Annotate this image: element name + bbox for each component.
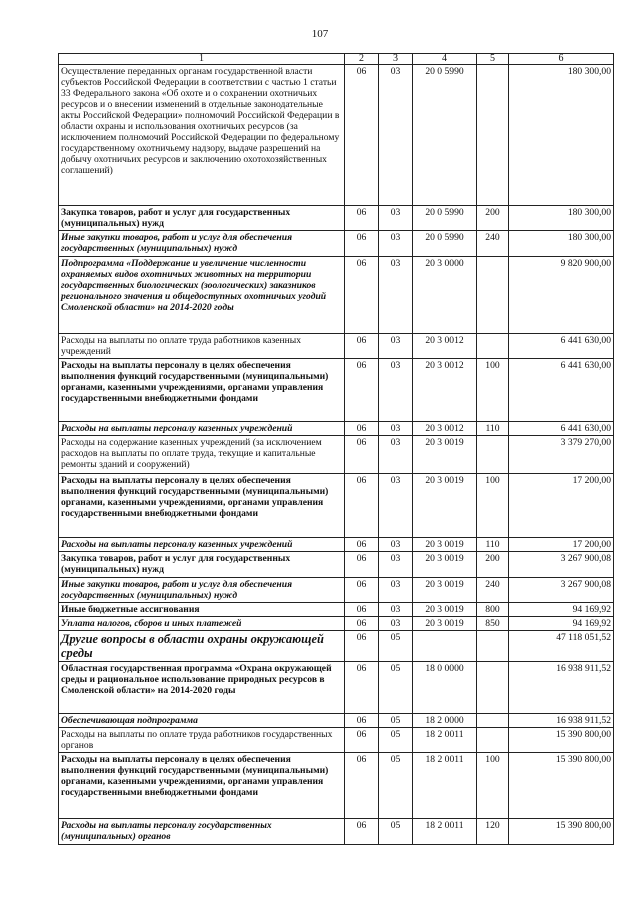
row-section-code: 06 <box>345 753 379 819</box>
row-name: Расходы на выплаты персоналу государственных (муниципальных) органов <box>59 819 345 845</box>
table-row <box>59 753 614 819</box>
row-amount: 180 300,00 <box>509 206 614 231</box>
row-subsection-code: 03 <box>379 578 413 603</box>
row-name: Расходы на выплаты персоналу казенных учреждений <box>59 538 345 552</box>
row-amount: 6 441 630,00 <box>509 422 614 436</box>
row-expense-type <box>477 334 509 359</box>
row-amount: 3 379 270,00 <box>509 436 614 474</box>
row-section-code: 06 <box>345 359 379 422</box>
row-amount: 16 938 911,52 <box>509 662 614 714</box>
row-target-article: 20 3 0019 <box>413 552 477 578</box>
row-amount: 180 300,00 <box>509 65 614 206</box>
row-subsection-code: 03 <box>379 538 413 552</box>
row-amount: 3 267 900,08 <box>509 578 614 603</box>
row-name: Расходы на выплаты персоналу казенных учреждений <box>59 422 345 436</box>
row-amount: 15 390 800,00 <box>509 819 614 845</box>
row-name: Закупка товаров, работ и услуг для государственных (муниципальных) нужд <box>59 206 345 231</box>
row-name: Иные бюджетные ассигнования <box>59 603 345 617</box>
row-expense-type: 120 <box>477 819 509 845</box>
table-row <box>59 819 614 845</box>
row-amount: 6 441 630,00 <box>509 359 614 422</box>
row-expense-type: 100 <box>477 474 509 538</box>
table-row <box>59 714 614 728</box>
row-subsection-code: 03 <box>379 617 413 631</box>
row-subsection-code: 03 <box>379 257 413 334</box>
row-target-article: 20 3 0012 <box>413 334 477 359</box>
row-section-code: 06 <box>345 422 379 436</box>
row-subsection-code: 05 <box>379 753 413 819</box>
row-amount: 17 200,00 <box>509 538 614 552</box>
row-name: Расходы на выплаты персоналу в целях обеспечения выполнения функций государственными (муниципальными) органами, казенными учреждениями, органами управления государственными внебюджетными фондами <box>59 359 345 422</box>
row-name: Закупка товаров, работ и услуг для государственных (муниципальных) нужд <box>59 552 345 578</box>
row-name: Другие вопросы в области охраны окружающей среды <box>59 631 345 662</box>
row-expense-type <box>477 728 509 753</box>
table-row <box>59 422 614 436</box>
row-target-article: 20 3 0012 <box>413 422 477 436</box>
row-expense-type <box>477 662 509 714</box>
row-expense-type: 240 <box>477 231 509 257</box>
header-col-1: 1 <box>59 54 345 65</box>
table-row <box>59 231 614 257</box>
row-expense-type: 110 <box>477 538 509 552</box>
row-section-code: 06 <box>345 552 379 578</box>
row-section-code: 06 <box>345 436 379 474</box>
row-subsection-code: 05 <box>379 662 413 714</box>
table-body <box>59 65 614 845</box>
row-name: Осуществление переданных органам государственной власти субъектов Российской Федерации в соответствии с частью 1 статьи 33 Федерального закона «Об охоте и о сохранении охотничьих ресурсов и о внесении изменений в отдельные законодательные акты Российской Федерации» полномочий Российской Федерации в области охраны и использования охотничьих ресурсов (за исключением полномочий Российской Федерации по федеральному государственному охотничьему надзору, выдаче разрешений на добычу охотничьих ресурсов и заключению охотохозяйственных соглашений) <box>59 65 345 206</box>
row-name: Расходы на выплаты по оплате труда работников казенных учреждений <box>59 334 345 359</box>
table-row <box>59 474 614 538</box>
row-amount: 3 267 900,08 <box>509 552 614 578</box>
row-expense-type <box>477 436 509 474</box>
row-name: Иные закупки товаров, работ и услуг для обеспечения государственных (муниципальных) нужд <box>59 231 345 257</box>
row-target-article: 20 3 0000 <box>413 257 477 334</box>
table-row <box>59 617 614 631</box>
row-name: Расходы на выплаты персоналу в целях обеспечения выполнения функций государственными (муниципальными) органами, казенными учреждениями, органами управления государственными внебюджетными фондами <box>59 474 345 538</box>
row-section-code: 06 <box>345 231 379 257</box>
row-name: Подпрограмма «Поддержание и увеличение численности охраняемых видов охотничьих животных на территории государственных биологических (зоологических) заказников регионального значения и общедоступных охотничьих угодий Смоленской области» на 2014-2020 годы <box>59 257 345 334</box>
row-section-code: 06 <box>345 662 379 714</box>
page-number: 107 <box>311 28 329 40</box>
row-target-article <box>413 631 477 662</box>
table-row <box>59 257 614 334</box>
row-subsection-code: 03 <box>379 231 413 257</box>
header-col-4: 4 <box>413 54 477 65</box>
table-row <box>59 538 614 552</box>
row-amount: 6 441 630,00 <box>509 334 614 359</box>
row-subsection-code: 03 <box>379 206 413 231</box>
row-amount: 9 820 900,00 <box>509 257 614 334</box>
row-expense-type: 200 <box>477 552 509 578</box>
row-target-article: 18 2 0011 <box>413 819 477 845</box>
row-target-article: 20 3 0012 <box>413 359 477 422</box>
row-subsection-code: 03 <box>379 359 413 422</box>
row-target-article: 18 0 0000 <box>413 662 477 714</box>
row-section-code: 06 <box>345 631 379 662</box>
table-row <box>59 603 614 617</box>
row-subsection-code: 03 <box>379 422 413 436</box>
row-expense-type <box>477 65 509 206</box>
row-section-code: 06 <box>345 474 379 538</box>
row-name: Расходы на выплаты по оплате труда работников государственных органов <box>59 728 345 753</box>
row-name: Расходы на выплаты персоналу в целях обеспечения выполнения функций государственными (муниципальными) органами, казенными учреждениями, органами управления государственными внебюджетными фондами <box>59 753 345 819</box>
table-row <box>59 436 614 474</box>
row-expense-type: 850 <box>477 617 509 631</box>
row-name: Расходы на содержание казенных учреждений (за исключением расходов на выплаты по оплате труда, текущие и капитальные ремонты зданий и сооружений) <box>59 436 345 474</box>
row-subsection-code: 03 <box>379 65 413 206</box>
table-row <box>59 728 614 753</box>
row-name: Областная государственная программа «Охрана окружающей среды и рациональное использование природных ресурсов в Смоленской области» на 2014-2020 годы <box>59 662 345 714</box>
row-amount: 94 169,92 <box>509 603 614 617</box>
row-section-code: 06 <box>345 728 379 753</box>
table-row <box>59 334 614 359</box>
row-amount: 17 200,00 <box>509 474 614 538</box>
row-target-article: 20 3 0019 <box>413 617 477 631</box>
row-target-article: 20 0 5990 <box>413 231 477 257</box>
row-target-article: 20 0 5990 <box>413 206 477 231</box>
row-amount: 15 390 800,00 <box>509 728 614 753</box>
row-target-article: 18 2 0011 <box>413 753 477 819</box>
table-header-row <box>59 54 614 65</box>
header-col-5: 5 <box>477 54 509 65</box>
row-expense-type: 110 <box>477 422 509 436</box>
row-name: Уплата налогов, сборов и иных платежей <box>59 617 345 631</box>
row-target-article: 20 3 0019 <box>413 603 477 617</box>
table-row <box>59 552 614 578</box>
row-section-code: 06 <box>345 334 379 359</box>
row-expense-type <box>477 631 509 662</box>
row-section-code: 06 <box>345 578 379 603</box>
row-expense-type: 200 <box>477 206 509 231</box>
row-amount: 15 390 800,00 <box>509 753 614 819</box>
row-target-article: 20 0 5990 <box>413 65 477 206</box>
row-target-article: 18 2 0000 <box>413 714 477 728</box>
row-amount: 94 169,92 <box>509 617 614 631</box>
row-section-code: 06 <box>345 206 379 231</box>
row-subsection-code: 03 <box>379 436 413 474</box>
row-section-code: 06 <box>345 65 379 206</box>
row-name: Обеспечивающая подпрограмма <box>59 714 345 728</box>
row-amount: 180 300,00 <box>509 231 614 257</box>
row-target-article: 18 2 0011 <box>413 728 477 753</box>
row-expense-type: 100 <box>477 359 509 422</box>
row-section-code: 06 <box>345 603 379 617</box>
row-section-code: 06 <box>345 257 379 334</box>
row-section-code: 06 <box>345 714 379 728</box>
header-col-2: 2 <box>345 54 379 65</box>
row-target-article: 20 3 0019 <box>413 436 477 474</box>
row-section-code: 06 <box>345 617 379 631</box>
table-row <box>59 359 614 422</box>
row-target-article: 20 3 0019 <box>413 474 477 538</box>
row-subsection-code: 05 <box>379 631 413 662</box>
row-expense-type <box>477 714 509 728</box>
row-expense-type: 800 <box>477 603 509 617</box>
row-amount: 47 118 051,52 <box>509 631 614 662</box>
row-subsection-code: 05 <box>379 819 413 845</box>
row-expense-type: 240 <box>477 578 509 603</box>
row-section-code: 06 <box>345 819 379 845</box>
row-section-code: 06 <box>345 538 379 552</box>
row-subsection-code: 03 <box>379 334 413 359</box>
table-row <box>59 65 614 206</box>
header-col-6: 6 <box>509 54 614 65</box>
row-subsection-code: 03 <box>379 474 413 538</box>
row-expense-type: 100 <box>477 753 509 819</box>
row-subsection-code: 03 <box>379 552 413 578</box>
row-expense-type <box>477 257 509 334</box>
row-target-article: 20 3 0019 <box>413 578 477 603</box>
row-target-article: 20 3 0019 <box>413 538 477 552</box>
table-row <box>59 578 614 603</box>
row-subsection-code: 05 <box>379 728 413 753</box>
header-col-3: 3 <box>379 54 413 65</box>
table-row <box>59 206 614 231</box>
row-amount: 16 938 911,52 <box>509 714 614 728</box>
table-row <box>59 662 614 714</box>
table-row <box>59 631 614 662</box>
row-name: Иные закупки товаров, работ и услуг для обеспечения государственных (муниципальных) нужд <box>59 578 345 603</box>
row-subsection-code: 05 <box>379 714 413 728</box>
row-subsection-code: 03 <box>379 603 413 617</box>
budget-table <box>58 53 614 845</box>
